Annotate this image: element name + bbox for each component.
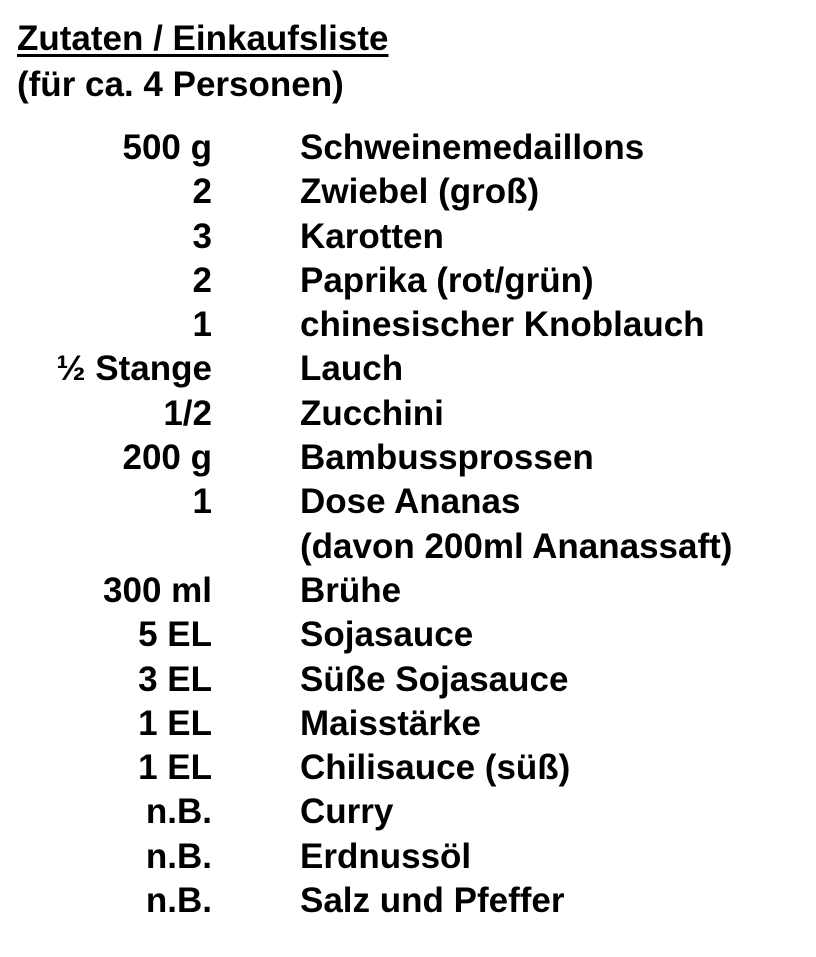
ingredient-quantity: 5 EL	[138, 615, 212, 655]
ingredient-quantity: 3 EL	[138, 659, 212, 699]
ingredient-row	[0, 879, 816, 923]
ingredient-quantity: 1	[192, 305, 212, 345]
ingredient-row	[0, 790, 816, 834]
ingredient-row	[0, 436, 816, 480]
ingredient-name: Lauch	[300, 349, 404, 389]
ingredient-row	[0, 170, 816, 214]
document-header	[17, 16, 388, 108]
ingredient-row	[0, 835, 816, 879]
ingredient-row	[0, 392, 816, 436]
ingredient-row	[0, 126, 816, 170]
ingredient-name: Bambussprossen	[300, 438, 594, 478]
ingredient-name: Zwiebel (groß)	[300, 172, 540, 212]
ingredient-row	[0, 215, 816, 259]
ingredient-row	[0, 347, 816, 391]
ingredient-row	[0, 525, 816, 569]
ingredient-name: Süße Sojasauce	[300, 659, 569, 699]
ingredient-name: Curry	[300, 792, 394, 832]
ingredient-quantity: 1 EL	[138, 748, 212, 788]
ingredient-row	[0, 658, 816, 702]
ingredient-name: Zucchini	[300, 393, 444, 433]
ingredient-row	[0, 613, 816, 657]
ingredient-row	[0, 480, 816, 524]
ingredient-name: Sojasauce	[300, 615, 474, 655]
ingredient-row	[0, 746, 816, 790]
ingredient-quantity: 500 g	[122, 128, 212, 167]
ingredient-quantity: 300 ml	[103, 570, 212, 610]
ingredient-name: Schweinemedaillons	[300, 128, 645, 167]
ingredient-quantity: 3	[192, 216, 212, 256]
ingredient-name: Paprika (rot/grün)	[300, 260, 594, 300]
ingredient-row	[0, 259, 816, 303]
ingredient-name: Salz und Pfeffer	[300, 881, 565, 921]
ingredient-name: Dose Ananas	[300, 482, 521, 522]
ingredient-name: (davon 200ml Ananassaft)	[300, 526, 733, 566]
ingredient-list	[0, 126, 816, 923]
ingredient-quantity: 200 g	[122, 438, 212, 478]
ingredient-quantity: 2	[192, 172, 212, 212]
ingredient-quantity	[0, 525, 212, 569]
ingredient-name: Karotten	[300, 216, 444, 256]
ingredient-quantity: 1 EL	[138, 703, 212, 743]
ingredient-quantity: n.B.	[145, 836, 212, 876]
ingredient-name: Maisstärke	[300, 703, 481, 743]
ingredient-name: Brühe	[300, 570, 402, 610]
ingredient-quantity: 1	[192, 482, 212, 522]
ingredient-row	[0, 702, 816, 746]
ingredient-name: Chilisauce (süß)	[300, 748, 571, 788]
ingredient-quantity: n.B.	[145, 881, 212, 921]
ingredient-quantity: n.B.	[145, 792, 212, 832]
ingredient-name: chinesischer Knoblauch	[300, 305, 705, 345]
ingredient-row	[0, 569, 816, 613]
ingredient-quantity: 2	[192, 260, 212, 300]
ingredient-quantity: 1/2	[163, 393, 212, 433]
ingredient-quantity: ½ Stange	[56, 349, 212, 389]
ingredient-name: Erdnussöl	[300, 836, 472, 876]
page-title: Zutaten / Einkaufsliste	[17, 19, 389, 58]
ingredient-row	[0, 303, 816, 347]
page-subtitle: (für ca. 4 Personen)	[17, 65, 344, 104]
